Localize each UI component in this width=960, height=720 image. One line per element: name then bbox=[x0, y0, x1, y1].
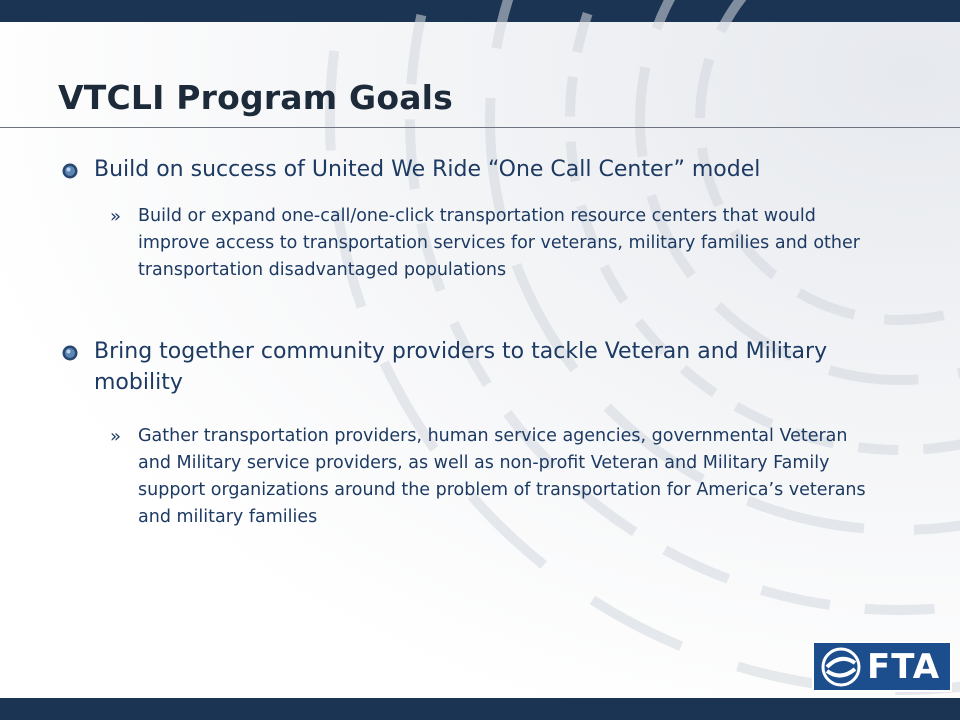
bullet-2-text: Bring together community providers to tackle Veteran and Military mobility bbox=[94, 339, 828, 395]
round-bullet-icon bbox=[62, 345, 78, 361]
bullet-1 bbox=[62, 154, 854, 185]
bullet-1-text: Build on success of United We Ride “One Call Center” model bbox=[94, 157, 761, 182]
sub-bullet-1-text: Build or expand one-call/one-click transportation resource centers that would improve access to transportation services for veterans, military families and other transportation disadvantaged populations bbox=[138, 206, 860, 280]
bottom-band bbox=[0, 698, 960, 720]
sub-bullet-marker: » bbox=[110, 426, 122, 447]
logo-text: FTA bbox=[867, 646, 941, 687]
round-bullet-icon bbox=[62, 163, 78, 179]
fta-swirl-icon bbox=[821, 647, 861, 687]
sub-bullet-marker: » bbox=[110, 206, 122, 227]
title-divider bbox=[0, 127, 960, 128]
slide-title: VTCLI Program Goals bbox=[58, 78, 454, 117]
sub-bullet-2 bbox=[110, 423, 878, 531]
bullet-2 bbox=[62, 336, 854, 398]
sub-bullet-1 bbox=[110, 203, 878, 284]
sub-bullet-2-text: Gather transportation providers, human service agencies, governmental Veteran and Military service providers, as well as non-profit Veteran and Military Family support organizations around the problem of transportation for America’s veterans and military families bbox=[138, 426, 866, 527]
fta-logo bbox=[812, 641, 952, 692]
